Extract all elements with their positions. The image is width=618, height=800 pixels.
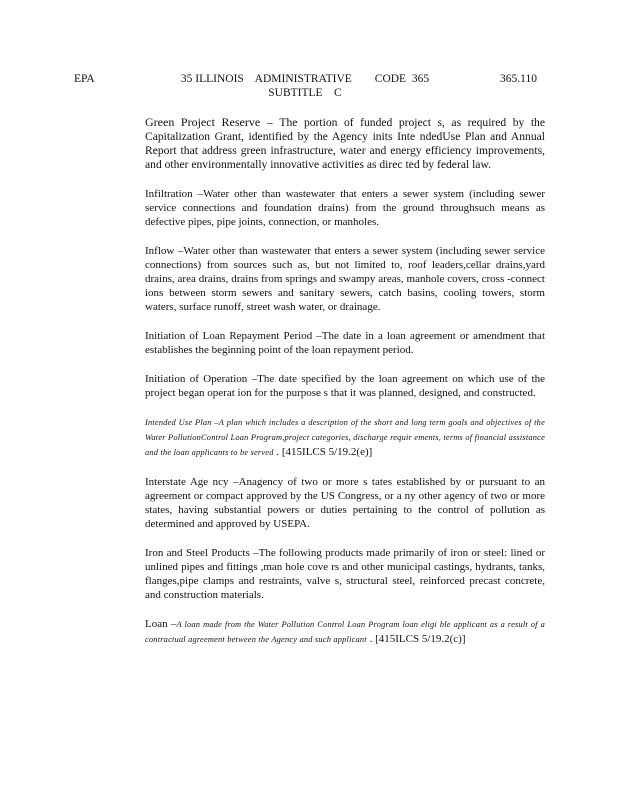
definition-intended-use-plan xyxy=(145,415,545,460)
statute-citation: . [415ILCS 5/19.2(e)] xyxy=(273,446,373,458)
definition-text: The date specified by the loan agreement on which use of the project began operat ion for the purpose s that it was planned, designed, and constructed. xyxy=(145,373,545,399)
definition-text: Anagency of two or more s tates established by or pursuant to an agreement or compact approved by the US Congress, or a ny other agency of two or more states, having substantial powers or duties pertaining to the control of pollution as determined and approved by USEPA. xyxy=(145,476,545,530)
statute-citation: . [415ILCS 5/19.2(c)] xyxy=(366,633,466,645)
definition-term: Green Project Reserve – xyxy=(145,115,280,129)
header-agency: EPA xyxy=(74,73,95,85)
definition-initiation-of-operation xyxy=(145,372,545,400)
definition-term: Inflow – xyxy=(145,245,184,257)
definition-text: Water other than wastewater that enters a sewer system (including sewer service connections and foundation drains) from the ground throughsuch means as defective pipes, pipe joints, connection, or manholes. xyxy=(145,188,546,228)
header-title-line1: 35 ILLINOIS ADMINISTRATIVE CODE 365 xyxy=(180,73,430,85)
definition-term: Loan – xyxy=(145,618,177,630)
header-title xyxy=(160,72,450,100)
definition-term: Initiation of Operation – xyxy=(145,373,258,385)
definition-term: Intended Use Plan – xyxy=(145,418,219,427)
definition-text: A plan which includes a description of the short and long term goals and objectives of the Water PollutionControl Loan Program,project categories, discharge requir ements, terms of financial assistance and the loan applicants to be served xyxy=(145,418,545,457)
definition-initiation-of-loan-repayment xyxy=(145,329,545,357)
definition-text: A loan made from the Water Pollution Control Loan Program loan eligi ble applicant as a result of a contractual agreement between the Agency and such applicant xyxy=(145,620,545,644)
header-section-number: 365.110 xyxy=(500,73,537,85)
definition-term: Infiltration – xyxy=(145,188,204,200)
definition-green-project-reserve xyxy=(145,115,545,172)
definition-loan xyxy=(145,617,545,647)
definition-term: Interstate Age ncy – xyxy=(145,476,239,488)
definition-term: Iron and Steel Products – xyxy=(145,547,259,559)
definition-interstate-agency xyxy=(145,475,545,531)
definition-text: Water other than wastewater that enters a sewer system (including sewer service connections) from sources such as, but not limited to, roof leaders,cellar drains,yard drains, area drains, drains from springs and swampy areas, manhole covers, cross -connect ions between storm sewers and sanitary sewers, catch basins, cooling towers, storm waters, surface runoff, street wash water, or drainage. xyxy=(145,245,545,313)
definition-inflow xyxy=(145,244,545,314)
header-title-line2: SUBTITLE C xyxy=(268,87,342,99)
definitions-body xyxy=(145,115,545,662)
definition-iron-and-steel-products xyxy=(145,546,545,602)
definition-term: Initiation of Loan Repayment Period – xyxy=(145,330,322,342)
definition-text: The following products made primarily of iron or steel: lined or unlined pipes and fittings ,man hole cove rs and other municipal castings, hydrants, tanks, flanges,pipe clamps and restraints, valve s, structural steel, reinforced precast concrete, and construction materials. xyxy=(145,547,545,601)
definition-text: The portion of funded project s, as required by the Capitalization Grant, identified by the Agency inits Inte ndedUse Plan and Annual Report that address green infrastructure, water and energy efficiency improvements, and other environmentally innovative activities as direc ted by federal law. xyxy=(145,116,546,171)
definition-text: The date in a loan agreement or amendment that establishes the beginning point of the loan repayment period. xyxy=(145,330,545,356)
definition-infiltration xyxy=(145,187,545,229)
